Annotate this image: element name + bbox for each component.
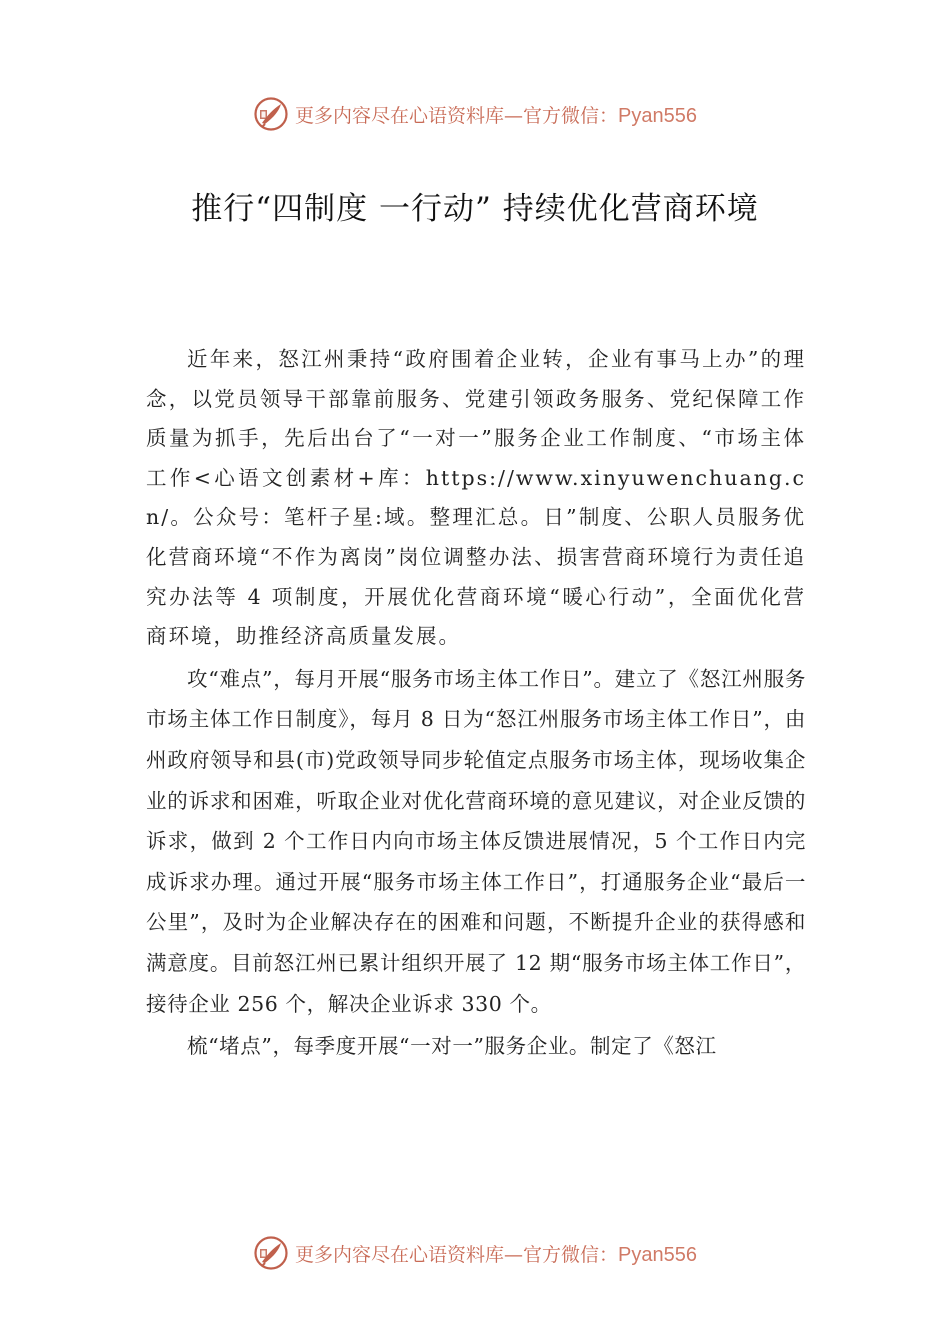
watermark-banner-top <box>0 94 950 134</box>
paragraph-3: 梳“堵点”，每季度开展“一对一”服务企业。制定了《怒江 <box>187 1034 717 1059</box>
wechat-id: Pyan556 <box>618 1243 697 1266</box>
watermark-prefix: 更多内容尽在心语资料库—官方微信： <box>295 1243 619 1266</box>
watermark-text <box>295 1240 697 1267</box>
document-title: 推行“四制度 一行动” 持续优化营商环境 <box>191 191 759 227</box>
paragraph-1: 近年来，怒江州秉持“政府围着企业转，企业有事马上办”的理念，以党员领导干部靠前服务、党建引领政务服务、党纪保障工作质量为抓手，先后出台了“一对一”服务企业工作制度、“市场主体工作<心语文创素材+库：https://www.xinyuwenchuang.cn/。公众号：笔杆子星:域。整理汇总。日”制度、公职人员服务优化营商环境“不作为离岗”岗位调整办法、损害营商环境行为责任追究办法等 4 项制度，开展优化营商环境“暖心行动”，全面优化营商环境，助推经济高质量发展。 <box>146 347 806 649</box>
document-body <box>146 340 806 1066</box>
paragraph-2: 攻“难点”，每月开展“服务市场主体工作日”。建立了《怒江州服务市场主体工作日制度》，每月 8 日为“怒江州服务市场主体工作日”，由州政府领导和县(市)党政领导同步轮值定点服务市场主体，现场收集企业的诉求和困难，听取企业对优化营商环境的意见建议，对企业反馈的诉求，做到 2 个工作日内向市场主体反馈进展情况，5 个工作日内完成诉求办理。通过开展“服务市场主体工作日”，打通服务企业“最后一公里”，及时为企业解决存在的困难和问题，不断提升企业的获得感和满意度。目前怒江州已累计组织开展了 12 期“服务市场主体工作日”，接待企业 256 个，解决企业诉求 330 个。 <box>146 666 806 1016</box>
pen-nib-seal-icon <box>253 1235 289 1271</box>
pen-nib-seal-icon <box>253 96 289 132</box>
watermark-banner-bottom <box>0 1233 950 1273</box>
watermark-text <box>295 101 697 128</box>
wechat-id: Pyan556 <box>618 104 697 127</box>
watermark-prefix: 更多内容尽在心语资料库—官方微信： <box>295 104 619 127</box>
